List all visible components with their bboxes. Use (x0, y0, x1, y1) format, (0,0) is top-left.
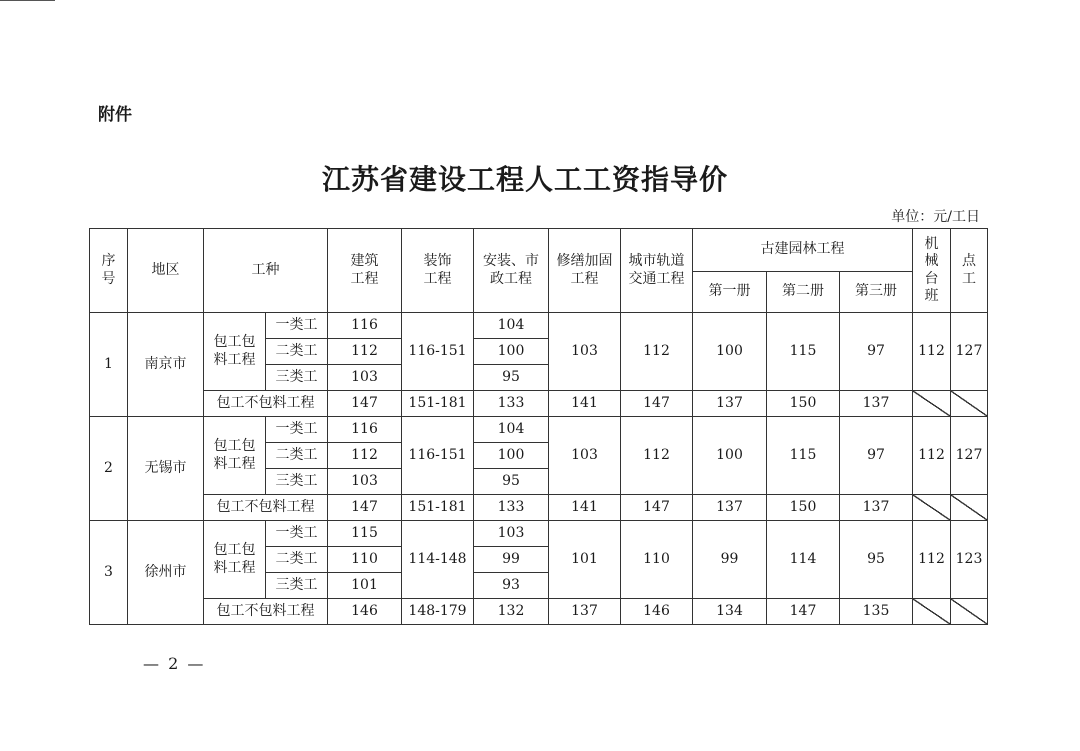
decoration-value: 148-179 (402, 599, 474, 625)
install-value: 93 (474, 573, 549, 599)
garden-vol3-value: 137 (840, 391, 913, 417)
header-garden: 古建园林工程 (693, 229, 913, 272)
machine-empty-slash (913, 391, 951, 417)
table-row-labor-only (90, 391, 988, 417)
table-row (90, 313, 988, 339)
rail-value: 110 (621, 521, 693, 599)
point-empty-slash (951, 391, 988, 417)
document-title: 江苏省建设工程人工工资指导价 (321, 163, 728, 196)
rail-value: 112 (621, 417, 693, 495)
header-seq: 序号 (90, 229, 128, 313)
decoration-value: 151-181 (402, 495, 474, 521)
construction-value: 103 (328, 469, 402, 495)
install-value: 132 (474, 599, 549, 625)
attachment-label: 附件 (98, 105, 132, 125)
region-name: 南京市 (128, 313, 204, 417)
garden-vol2-value: 115 (767, 313, 840, 391)
garden-vol2-value: 147 (767, 599, 840, 625)
labor-only-label: 包工不包料工程 (204, 495, 328, 521)
region-name: 徐州市 (128, 521, 204, 625)
garden-vol2-value: 115 (767, 417, 840, 495)
garden-vol3-value: 135 (840, 599, 913, 625)
point-value: 123 (951, 521, 988, 599)
garden-vol1-value: 99 (693, 521, 767, 599)
garden-vol2-value: 150 (767, 391, 840, 417)
labor-only-label: 包工不包料工程 (204, 599, 328, 625)
install-value: 100 (474, 339, 549, 365)
point-value: 127 (951, 313, 988, 391)
grade-label: 二类工 (266, 339, 328, 365)
header-vol1: 第一册 (693, 272, 767, 313)
region-seq: 1 (90, 313, 128, 417)
garden-vol3-value: 95 (840, 521, 913, 599)
header-decoration: 装饰工程 (402, 229, 474, 313)
garden-vol1-value: 137 (693, 391, 767, 417)
install-value: 95 (474, 469, 549, 495)
install-value: 133 (474, 391, 549, 417)
machine-value: 112 (913, 521, 951, 599)
construction-value: 112 (328, 443, 402, 469)
header-construction: 建筑工程 (328, 229, 402, 313)
construction-value: 147 (328, 495, 402, 521)
page-number: — 2 — (143, 654, 206, 673)
header-rail: 城市轨道交通工程 (621, 229, 693, 313)
region-seq: 3 (90, 521, 128, 625)
machine-empty-slash (913, 495, 951, 521)
package-label: 包工包料工程 (204, 417, 266, 495)
header-row (90, 229, 988, 272)
install-value: 104 (474, 417, 549, 443)
construction-value: 116 (328, 417, 402, 443)
decoration-value: 151-181 (402, 391, 474, 417)
grade-label: 三类工 (266, 469, 328, 495)
repair-value: 101 (549, 521, 621, 599)
rail-value: 112 (621, 313, 693, 391)
point-value: 127 (951, 417, 988, 495)
decoration-value: 116-151 (402, 313, 474, 391)
rail-value: 147 (621, 495, 693, 521)
install-value: 103 (474, 521, 549, 547)
grade-label: 二类工 (266, 547, 328, 573)
table-row-labor-only (90, 495, 988, 521)
package-label: 包工包料工程 (204, 313, 266, 391)
grade-label: 三类工 (266, 365, 328, 391)
machine-value: 112 (913, 417, 951, 495)
repair-value: 103 (549, 313, 621, 391)
construction-value: 115 (328, 521, 402, 547)
table-row (90, 521, 988, 547)
repair-value: 137 (549, 599, 621, 625)
construction-value: 101 (328, 573, 402, 599)
grade-label: 一类工 (266, 521, 328, 547)
decoration-value: 116-151 (402, 417, 474, 495)
header-machine: 机械台班 (913, 229, 951, 313)
garden-vol1-value: 100 (693, 313, 767, 391)
repair-value: 141 (549, 391, 621, 417)
table-row (90, 417, 988, 443)
unit-label: 单位：元/工日 (891, 209, 980, 225)
header-vol2: 第二册 (767, 272, 840, 313)
point-empty-slash (951, 495, 988, 521)
construction-value: 110 (328, 547, 402, 573)
construction-value: 147 (328, 391, 402, 417)
wage-table (89, 228, 988, 625)
header-work-type: 工种 (204, 229, 328, 313)
grade-label: 一类工 (266, 417, 328, 443)
rail-value: 147 (621, 391, 693, 417)
top-rule (0, 0, 55, 1)
package-label: 包工包料工程 (204, 521, 266, 599)
install-value: 95 (474, 365, 549, 391)
garden-vol3-value: 97 (840, 313, 913, 391)
rail-value: 146 (621, 599, 693, 625)
install-value: 99 (474, 547, 549, 573)
construction-value: 103 (328, 365, 402, 391)
header-vol3: 第三册 (840, 272, 913, 313)
construction-value: 146 (328, 599, 402, 625)
decoration-value: 114-148 (402, 521, 474, 599)
labor-only-label: 包工不包料工程 (204, 391, 328, 417)
repair-value: 141 (549, 495, 621, 521)
region-name: 无锡市 (128, 417, 204, 521)
garden-vol1-value: 100 (693, 417, 767, 495)
construction-value: 112 (328, 339, 402, 365)
garden-vol3-value: 137 (840, 495, 913, 521)
install-value: 133 (474, 495, 549, 521)
region-seq: 2 (90, 417, 128, 521)
garden-vol1-value: 137 (693, 495, 767, 521)
repair-value: 103 (549, 417, 621, 495)
install-value: 100 (474, 443, 549, 469)
grade-label: 一类工 (266, 313, 328, 339)
garden-vol3-value: 97 (840, 417, 913, 495)
table-row-labor-only (90, 599, 988, 625)
header-repair: 修缮加固工程 (549, 229, 621, 313)
machine-empty-slash (913, 599, 951, 625)
install-value: 104 (474, 313, 549, 339)
garden-vol2-value: 150 (767, 495, 840, 521)
garden-vol2-value: 114 (767, 521, 840, 599)
header-region: 地区 (128, 229, 204, 313)
grade-label: 二类工 (266, 443, 328, 469)
point-empty-slash (951, 599, 988, 625)
header-point: 点工 (951, 229, 988, 313)
header-install: 安装、市政工程 (474, 229, 549, 313)
construction-value: 116 (328, 313, 402, 339)
garden-vol1-value: 134 (693, 599, 767, 625)
grade-label: 三类工 (266, 573, 328, 599)
machine-value: 112 (913, 313, 951, 391)
